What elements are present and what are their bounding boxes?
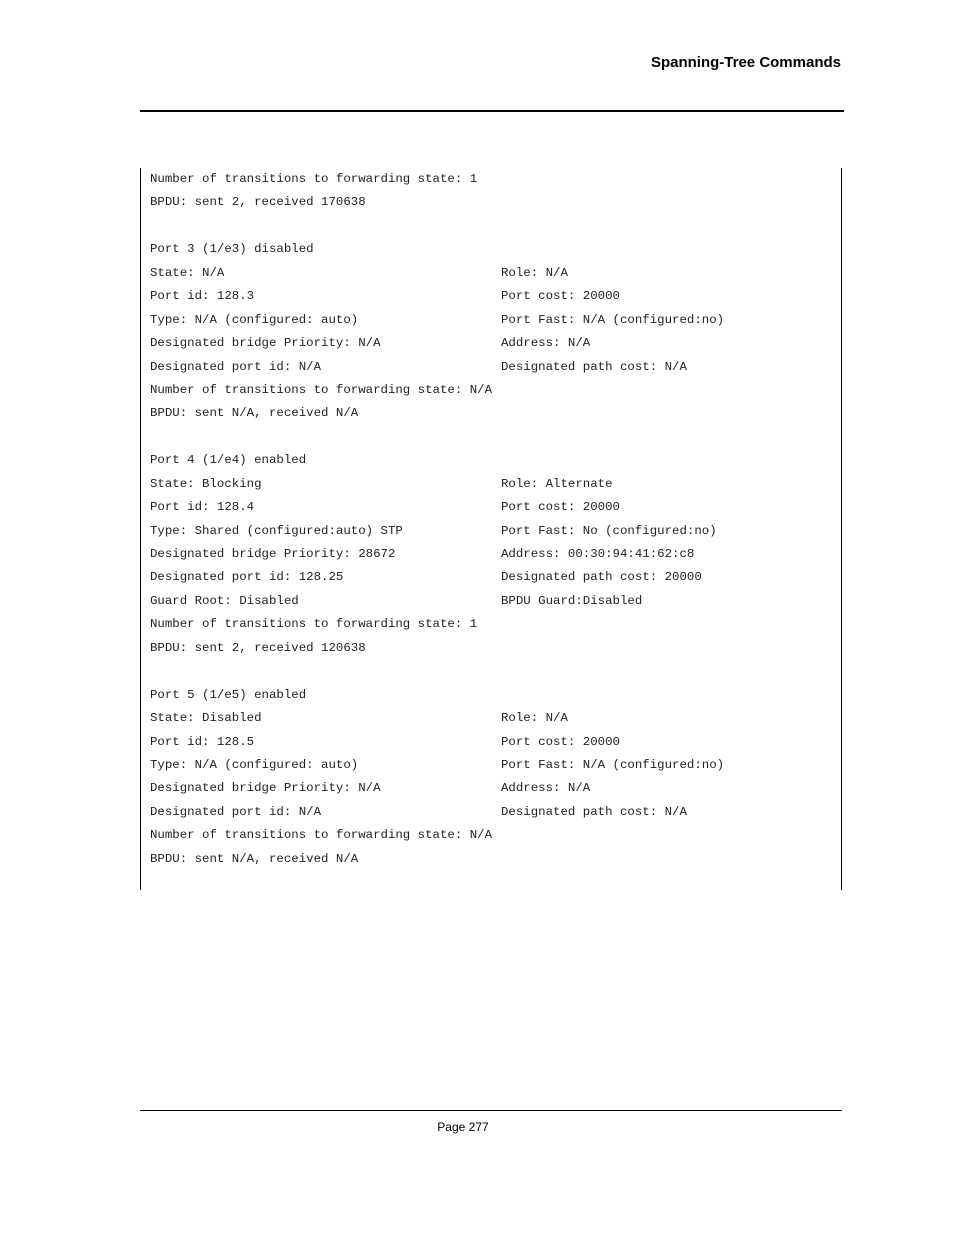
output-line-left: Type: N/A (configured: auto) <box>150 757 359 772</box>
output-line-left: BPDU: sent 2, received 170638 <box>150 195 366 210</box>
output-line-right: Port Fast: N/A (configured:no) <box>501 312 725 327</box>
output-line <box>150 473 613 496</box>
output-line-left: Type: Shared (configured:auto) STP <box>150 523 403 538</box>
output-line <box>150 684 492 707</box>
output-line <box>150 824 492 847</box>
output-line <box>150 590 643 613</box>
command-output-box <box>140 168 842 890</box>
output-line-left: Guard Root: Disabled <box>150 593 299 608</box>
page-header-title: Spanning-Tree Commands <box>650 54 841 71</box>
output-line <box>150 848 492 871</box>
output-line-right: Port cost: 20000 <box>501 734 620 749</box>
output-line <box>150 168 492 191</box>
output-line-right: Port Fast: N/A (configured:no) <box>501 757 725 772</box>
output-line <box>150 707 568 730</box>
output-line <box>150 566 702 589</box>
output-line-right: Port cost: 20000 <box>501 500 620 515</box>
header-divider <box>140 110 844 112</box>
output-line <box>150 496 620 519</box>
footer-divider <box>140 1110 842 1111</box>
output-line <box>150 801 687 824</box>
output-line-left: Designated bridge Priority: N/A <box>150 336 381 351</box>
output-line <box>150 238 492 261</box>
output-line-left: Number of transitions to forwarding state: N/A <box>150 828 493 843</box>
output-line-left: State: Disabled <box>150 711 262 726</box>
output-line <box>150 215 492 238</box>
output-line-right: Address: N/A <box>501 781 591 796</box>
output-line <box>150 777 591 800</box>
output-line <box>150 543 695 566</box>
output-line <box>150 426 492 449</box>
output-line-right: Designated path cost: N/A <box>501 804 687 819</box>
output-line-left: Port 4 (1/e4) enabled <box>150 453 307 468</box>
output-line-left: Designated port id: N/A <box>150 804 322 819</box>
output-line <box>150 191 492 214</box>
output-line-left: BPDU: sent N/A, received N/A <box>150 406 359 421</box>
output-line <box>150 379 492 402</box>
output-line <box>150 449 492 472</box>
output-line-left: Designated port id: 128.25 <box>150 570 344 585</box>
output-line <box>150 613 492 636</box>
command-output-lines <box>150 168 725 871</box>
output-line-left: State: Blocking <box>150 476 262 491</box>
output-line <box>150 637 492 660</box>
output-line <box>150 285 620 308</box>
output-line-left: State: N/A <box>150 265 225 280</box>
output-line-left: Port 3 (1/e3) disabled <box>150 242 314 257</box>
output-line <box>150 731 620 754</box>
output-line-left: Port id: 128.4 <box>150 500 255 515</box>
output-line-left: Type: N/A (configured: auto) <box>150 312 359 327</box>
output-line-right: Address: 00:30:94:41:62:c8 <box>501 547 695 561</box>
output-line-left: Port id: 128.5 <box>150 734 255 749</box>
output-line-left: Number of transitions to forwarding state: 1 <box>150 617 478 632</box>
output-line-right: Role: Alternate <box>501 476 613 491</box>
page-number: Page 277 <box>437 1120 489 1134</box>
output-line-right: Designated path cost: N/A <box>501 359 687 374</box>
output-line-right: Address: N/A <box>501 336 591 351</box>
output-line <box>150 356 687 379</box>
output-line <box>150 332 591 355</box>
output-line-right: Role: N/A <box>501 265 568 280</box>
output-line-right: Designated path cost: 20000 <box>501 570 702 585</box>
output-line-left: Designated port id: N/A <box>150 359 322 374</box>
output-line <box>150 520 717 543</box>
output-line <box>150 660 492 683</box>
output-line-right: Port Fast: No (configured:no) <box>501 523 717 538</box>
output-line <box>150 262 568 285</box>
output-line-left: BPDU: sent 2, received 120638 <box>150 640 366 655</box>
output-line <box>150 309 725 332</box>
output-line-left: BPDU: sent N/A, received N/A <box>150 851 359 866</box>
output-line-left: Port id: 128.3 <box>150 289 255 304</box>
output-line-left: Designated bridge Priority: 28672 <box>150 547 396 561</box>
output-line-right: Role: N/A <box>501 711 568 726</box>
output-line <box>150 402 492 425</box>
output-line-right: BPDU Guard:Disabled <box>501 593 643 608</box>
output-line-left: Designated bridge Priority: N/A <box>150 781 381 796</box>
output-line-right: Port cost: 20000 <box>501 289 620 304</box>
output-line-left: Number of transitions to forwarding state: 1 <box>150 172 478 186</box>
output-line <box>150 754 725 777</box>
output-line-left: Number of transitions to forwarding state: N/A <box>150 382 493 397</box>
output-line-left: Port 5 (1/e5) enabled <box>150 687 307 702</box>
